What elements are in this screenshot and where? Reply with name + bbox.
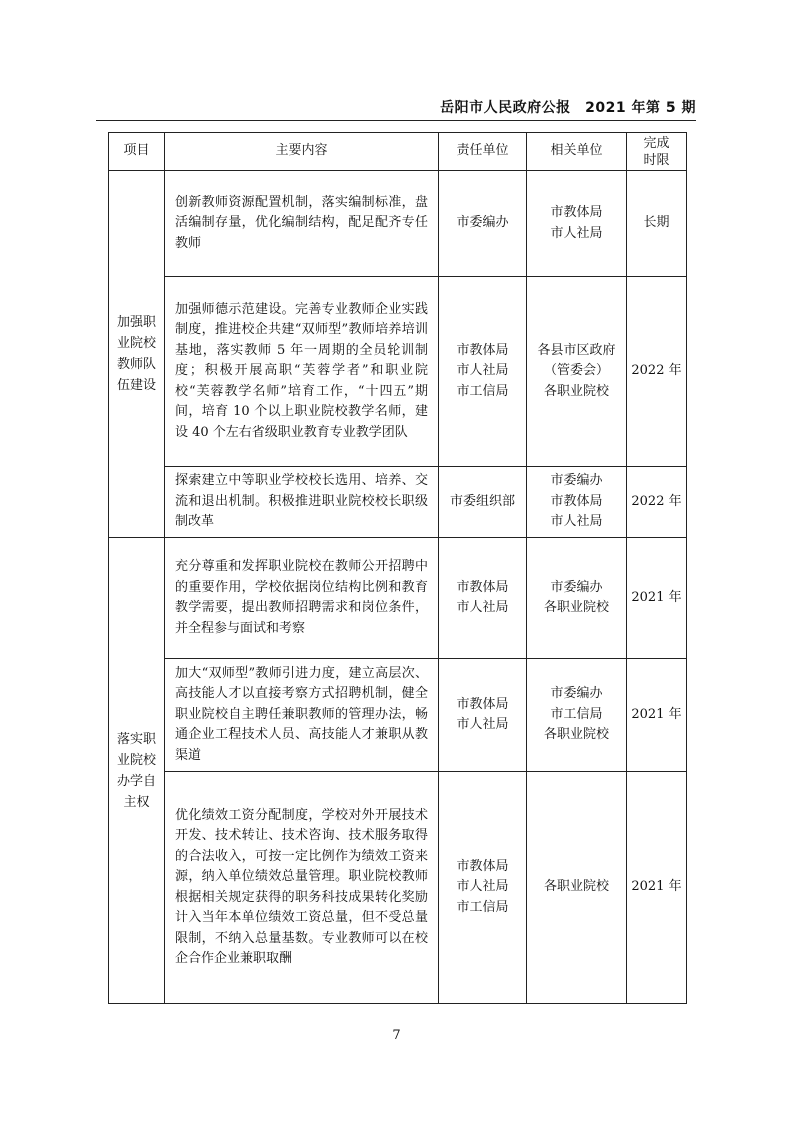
table-row [109,277,687,467]
related-cell [527,538,627,659]
related-cell-line: （管委会） [543,363,609,379]
table-header-row [109,133,687,171]
related-cell [527,772,627,1004]
related-cell-line: 市委编办 [550,473,603,489]
deadline-cell: 2021 年 [627,659,687,772]
table-row [109,659,687,772]
content-cell: 探索建立中等职业学校校长选用、培养、交流和退出机制。积极推进职业院校校长职级制改革 [165,467,439,538]
responsible-cell-line: 市教体局 [456,858,509,874]
header-responsible: 责任单位 [439,133,527,171]
content-cell: 充分尊重和发挥职业院校在教师公开招聘中的重要作用，学校依据岗位结构比例和教育教学需要，提出教师招聘需求和岗位条件，并全程参与面试和考察 [165,538,439,659]
related-cell [527,171,627,277]
page-header [96,92,696,121]
related-cell-line: 各职业院校 [543,600,609,615]
deadline-cell: 2022 年 [627,467,687,538]
category-cell: 落实职业院校办学自主权 [109,538,165,1004]
header-deadline-line2: 时限 [643,152,670,168]
responsible-cell-line: 市教体局 [456,342,509,358]
deadline-cell: 2021 年 [627,772,687,1004]
header-item: 项目 [109,133,165,171]
header-deadline [627,133,687,171]
task-table-body [109,133,687,1004]
responsible-cell [439,538,527,659]
responsible-cell-line: 市人社局 [456,717,509,732]
related-cell-line: 市人社局 [550,514,603,530]
related-cell-line: 市教体局 [550,205,603,220]
related-cell-line: 各职业院校 [543,879,609,895]
related-cell-line: 各职业院校 [543,383,609,399]
responsible-cell [439,772,527,1004]
category-cell: 加强职业院校教师队伍建设 [109,171,165,538]
header-related: 相关单位 [527,133,627,171]
responsible-cell-line: 市人社局 [456,363,509,379]
deadline-cell: 长期 [627,171,687,277]
table-row [109,772,687,1004]
related-cell-line: 市委编办 [550,686,603,702]
related-cell [527,659,627,772]
related-cell [527,277,627,467]
table-row [109,171,687,277]
header-deadline-line1: 完成 [643,135,670,151]
deadline-cell: 2021 年 [627,538,687,659]
related-cell-line: 各县市区政府 [537,342,616,358]
responsible-cell-line: 市工信局 [456,383,509,399]
responsible-cell-line: 市人社局 [456,879,509,895]
responsible-cell-line: 市教体局 [456,696,509,712]
gazette-title: 岳阳市人民政府公报 2021 年第 5 期 [440,100,696,116]
responsible-cell-line: 市教体局 [456,579,509,595]
responsible-cell [439,659,527,772]
related-cell-line: 市教体局 [550,493,603,509]
content-cell: 创新教师资源配置机制，落实编制标准，盘活编制存量，优化编制结构，配足配齐专任教师 [165,171,439,277]
responsible-cell [439,467,527,538]
content-cell: 加大“双师型”教师引进力度，建立高层次、高技能人才以直接考察方式招聘机制，健全职业院校自主聘任兼职教师的管理办法，畅通企业工程技术人员、高技能人才兼职从教渠道 [165,659,439,772]
deadline-cell: 2022 年 [627,277,687,467]
responsible-cell-line: 市委组织部 [449,493,515,509]
table-row [109,538,687,659]
task-table [108,132,687,1004]
related-cell-line: 各职业院校 [543,727,609,743]
page-number: 7 [392,1028,401,1043]
related-cell-line: 市人社局 [550,225,603,241]
related-cell [527,467,627,538]
responsible-cell-line: 市工信局 [456,899,509,915]
responsible-cell-line: 市人社局 [456,600,509,615]
related-cell-line: 市委编办 [550,579,603,595]
content-cell: 加强师德示范建设。完善专业教师企业实践制度，推进校企共建“双师型”教师培养培训基地，落实教师 5 年一周期的全员轮训制度；积极开展高职“芙蓉学者”和职业院校“芙蓉教学名师”培育工作，“十四五”期间，培育 10 个以上职业院校教学名师，建设 40 个左右省级职业教育专业教学团队 [165,277,439,467]
responsible-cell [439,277,527,467]
header-content: 主要内容 [165,133,439,171]
table-row [109,467,687,538]
responsible-cell [439,171,527,277]
related-cell-line: 市工信局 [550,706,603,722]
responsible-cell-line: 市委编办 [456,215,509,231]
content-cell: 优化绩效工资分配制度，学校对外开展技术开发、技术转让、技术咨询、技术服务取得的合法收入，可按一定比例作为绩效工资来源，纳入单位绩效总量管理。职业院校教师根据相关规定获得的职务科技成果转化奖励计入当年本单位绩效工资总量，但不受总量限制，不纳入总量基数。专业教师可以在校企合作企业兼职取酬 [165,772,439,1004]
